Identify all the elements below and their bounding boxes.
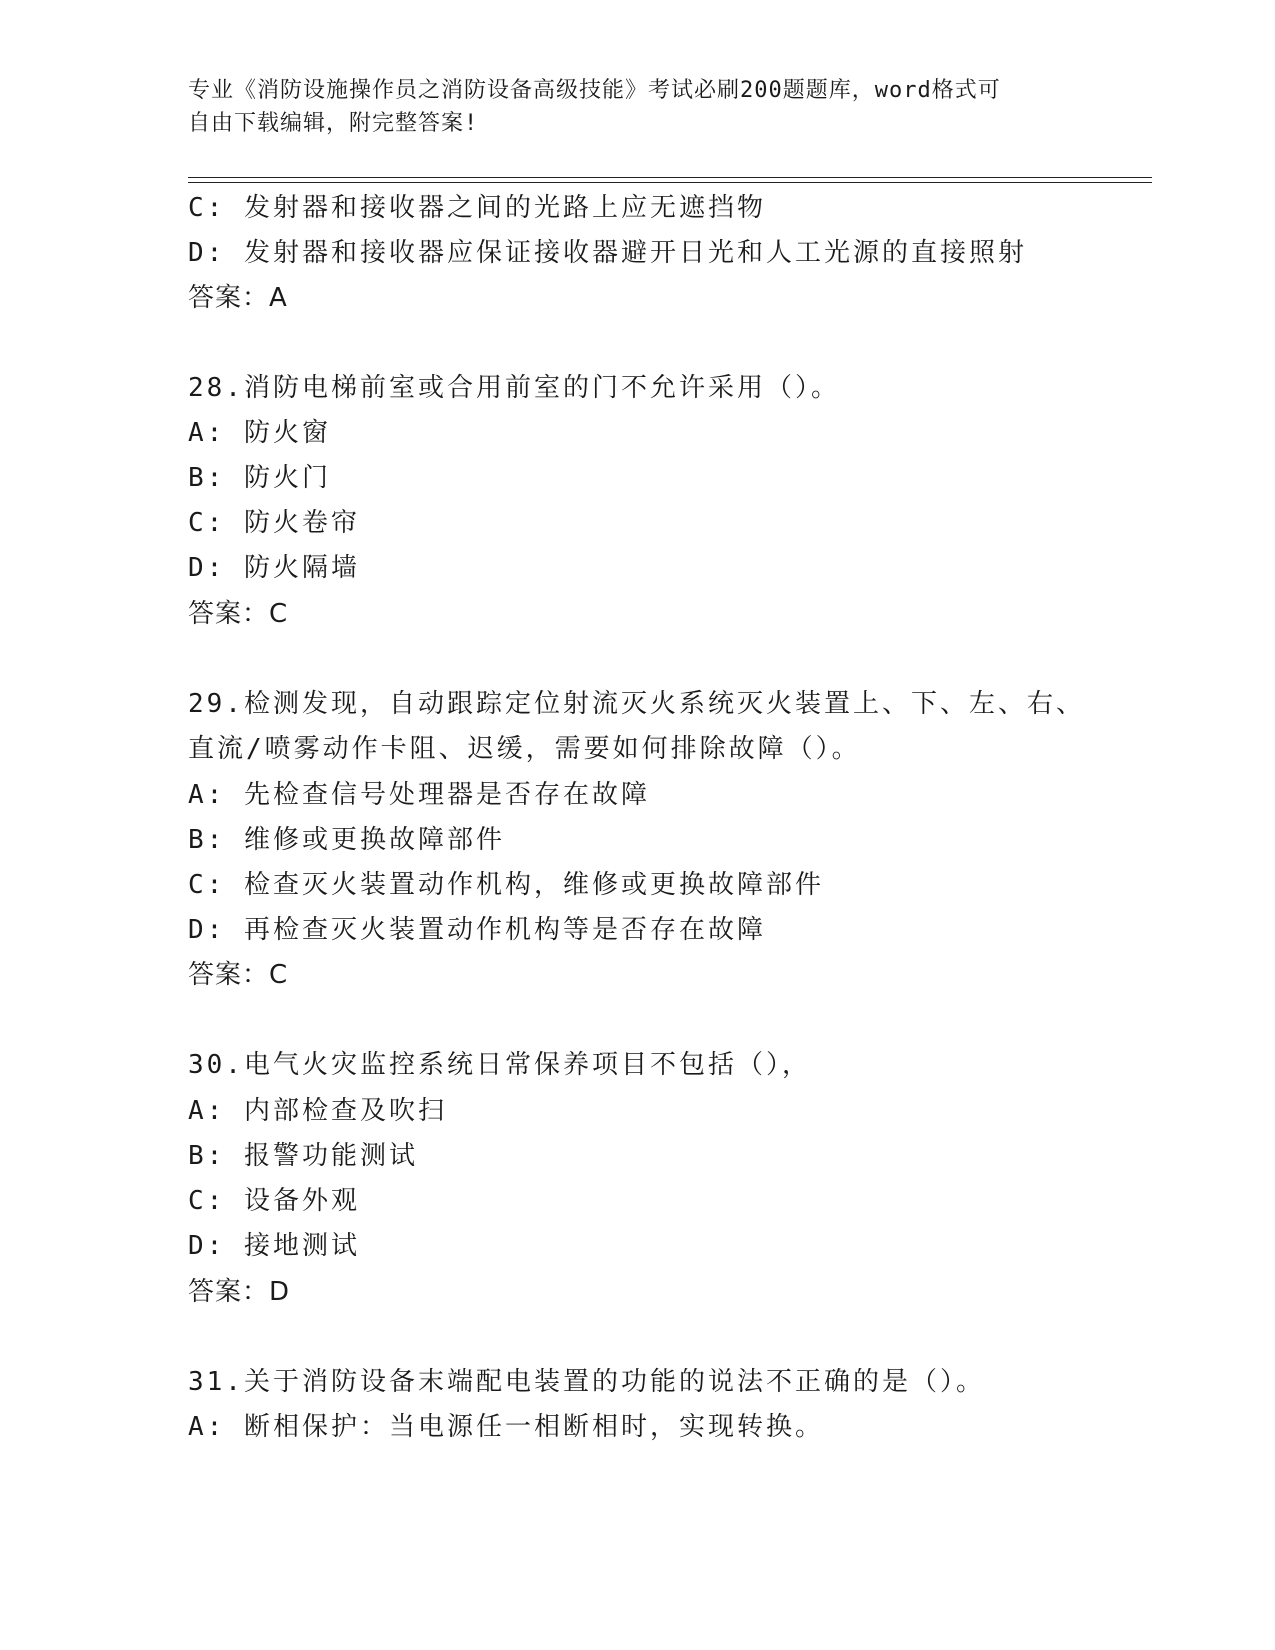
prev-option-d: D: 发射器和接收器应保证接收器避开日光和人工光源的直接照射	[188, 238, 1027, 268]
q30-option-a: A: 内部检查及吹扫	[188, 1096, 447, 1126]
q29-stem-line-2: 直流/喷雾动作卡阻、迟缓，需要如何排除故障（）。	[188, 734, 861, 764]
header-line-1: 专业《消防设施操作员之消防设备高级技能》考试必刷200题题库，word格式可	[188, 78, 1001, 103]
q28-stem: 28.消防电梯前室或合用前室的门不允许采用（）。	[188, 373, 840, 403]
q29-option-a: A: 先检查信号处理器是否存在故障	[188, 780, 650, 810]
q28-option-b: B: 防火门	[188, 463, 331, 493]
header-divider-bottom	[188, 182, 1152, 183]
q28-option-c: C: 防火卷帘	[188, 508, 360, 538]
q28-answer: 答案：C	[188, 599, 289, 629]
prev-option-c: C: 发射器和接收器之间的光路上应无遮挡物	[188, 193, 766, 223]
header-line-2: 自由下载编辑，附完整答案!	[188, 111, 479, 136]
prev-answer: 答案：A	[188, 283, 288, 313]
q30-answer: 答案：D	[188, 1277, 291, 1307]
header-divider-top	[188, 177, 1152, 178]
q28-option-d: D: 防火隔墙	[188, 553, 360, 583]
q30-stem: 30.电气火灾监控系统日常保养项目不包括（），	[188, 1050, 811, 1080]
q31-option-a: A: 断相保护：当电源任一相断相时，实现转换。	[188, 1412, 824, 1442]
q29-option-c: C: 检查灭火装置动作机构，维修或更换故障部件	[188, 870, 824, 900]
q29-stem-line-1: 29.检测发现，自动跟踪定位射流灭火系统灭火装置上、下、左、右、	[188, 689, 1085, 719]
q29-option-d: D: 再检查灭火装置动作机构等是否存在故障	[188, 915, 766, 945]
document-header	[188, 74, 1088, 140]
q31-stem: 31.关于消防设备末端配电装置的功能的说法不正确的是（）。	[188, 1367, 985, 1397]
q30-option-d: D: 接地测试	[188, 1231, 360, 1261]
q28-option-a: A: 防火窗	[188, 418, 331, 448]
q29-answer: 答案：C	[188, 960, 289, 990]
q29-option-b: B: 维修或更换故障部件	[188, 825, 505, 855]
q30-option-c: C: 设备外观	[188, 1186, 360, 1216]
q30-option-b: B: 报警功能测试	[188, 1141, 418, 1171]
